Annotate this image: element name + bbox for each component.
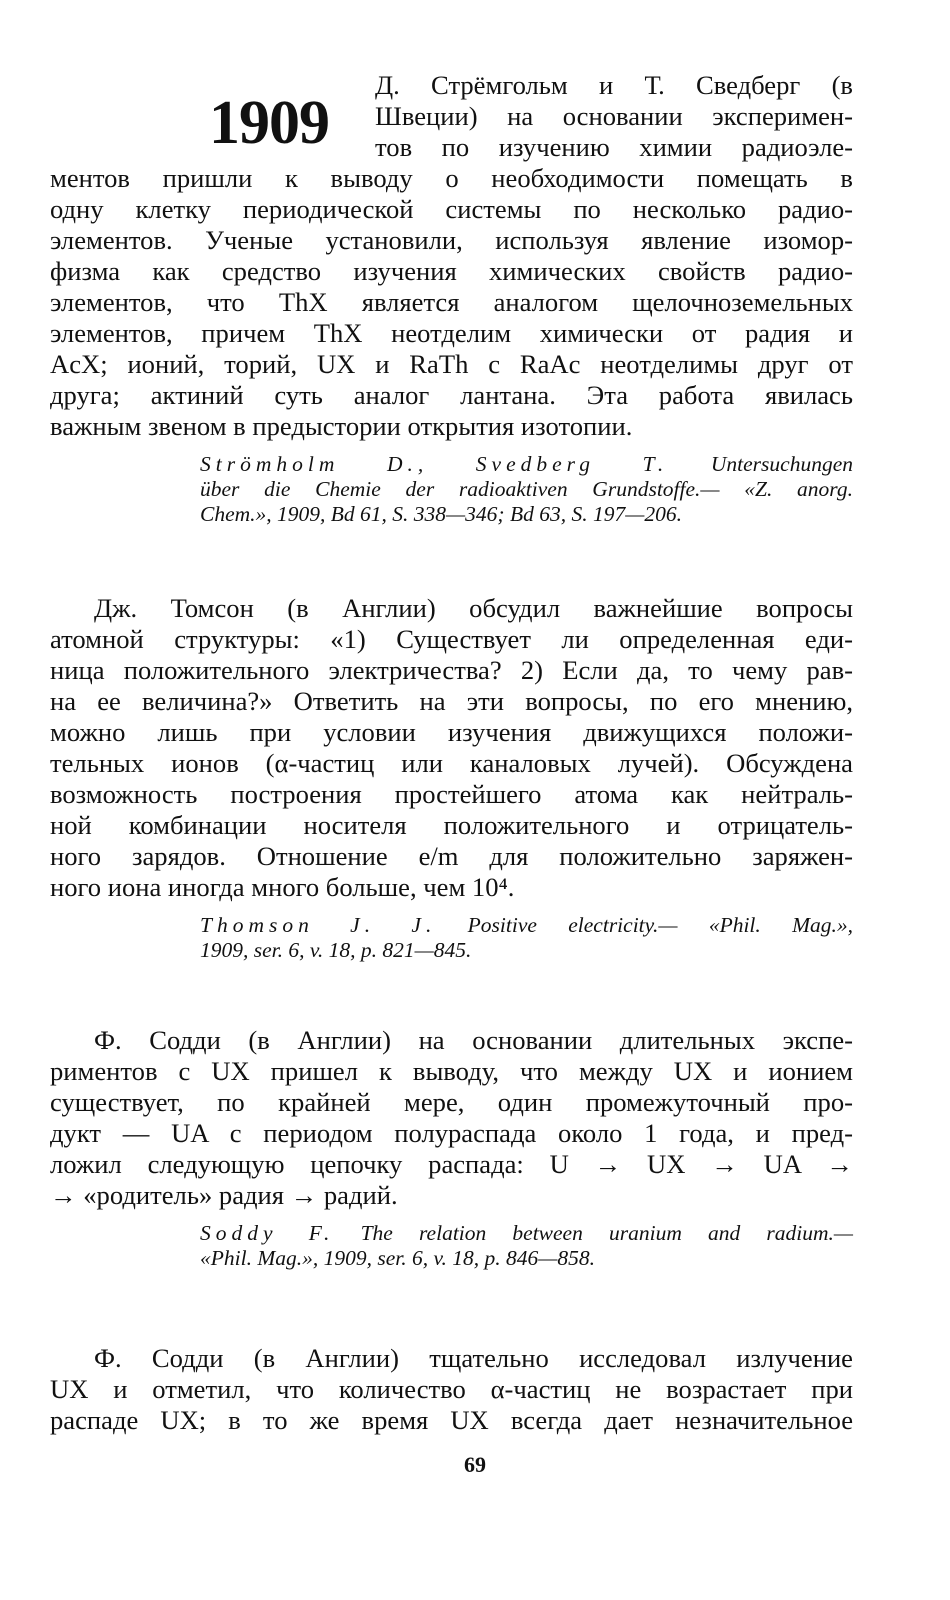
reference-citation bbox=[200, 452, 853, 527]
text-line: риментов с UX пришел к выводу, что между UX и ионием bbox=[50, 1056, 853, 1086]
entry-body bbox=[50, 163, 853, 442]
text-line: возможность построения простейшего атома как нейтраль- bbox=[50, 779, 853, 809]
text-line: атомной структуры: «1) Существует ли определенная еди- bbox=[50, 624, 853, 654]
entry-first-lines bbox=[375, 70, 853, 163]
entry-spacer bbox=[50, 527, 853, 593]
reference-author: Strömholm D., Svedberg T. bbox=[200, 452, 669, 476]
text-line: Дж. Томсон (в Англии) обсудил важнейшие вопросы bbox=[94, 593, 853, 623]
entry-body bbox=[50, 1025, 853, 1211]
entry-spacer bbox=[50, 1271, 853, 1343]
reference-line bbox=[200, 1221, 853, 1246]
text-line: UX и отметил, что количество α-частиц не возрастает при bbox=[50, 1374, 853, 1404]
text-line: ложил следующую цепочку распада: U → UX → UA → bbox=[50, 1149, 853, 1179]
reference-line bbox=[200, 913, 853, 938]
text-line: элементов. Ученые установили, используя явление изомор- bbox=[50, 225, 853, 255]
text-line: тов по изучению химии радиоэле- bbox=[375, 132, 853, 162]
entry-thomson bbox=[50, 593, 853, 963]
page-number: 69 bbox=[464, 1452, 486, 1477]
text-line: физма как средство изучения химических свойств радио- bbox=[50, 256, 853, 286]
reference-text: Untersuchungen bbox=[668, 452, 853, 476]
reference-text: Positive electricity.— «Phil. Mag.», bbox=[436, 913, 854, 937]
text-line: ной комбинации носителя положительного и отрицатель- bbox=[50, 810, 853, 840]
reference-line: «Phil. Mag.», 1909, ser. 6, v. 18, p. 846—858. bbox=[200, 1246, 595, 1270]
text-line: Ф. Содди (в Англии) на основании длительных экспе- bbox=[94, 1025, 853, 1055]
reference-citation bbox=[200, 913, 853, 963]
text-line: AcX; ионий, торий, UX и RaTh с RaAc неотделимы друг от bbox=[50, 349, 853, 379]
text-line: дукт — UA с периодом полураспада около 1 года, и пред- bbox=[50, 1118, 853, 1148]
entry-soddy-radiation bbox=[50, 1343, 853, 1436]
text-line: друга; актиний суть аналог лантана. Эта работа явилась bbox=[50, 380, 853, 410]
reference-line: über die Chemie der radioaktiven Grundstoffe.— «Z. anorg. bbox=[200, 477, 853, 501]
text-line: на ее величина?» Ответить на эти вопросы, по его мнению, bbox=[50, 686, 853, 716]
reference-citation bbox=[200, 1221, 853, 1271]
text-line: → «родитель» радия → радий. bbox=[50, 1180, 398, 1210]
entry-spacer bbox=[50, 963, 853, 1025]
reference-author: Thomson J. J. bbox=[200, 913, 437, 937]
text-line: распаде UX; в то же время UX всегда дает незначительное bbox=[50, 1405, 853, 1435]
text-line: важным звеном в предыстории открытия изотопии. bbox=[50, 411, 633, 441]
text-line: тельных ионов (α-частиц или каналовых лучей). Обсуждена bbox=[50, 748, 853, 778]
entry-soddy-chain bbox=[50, 1025, 853, 1271]
text-line: ного зарядов. Отношение e/m для положительно заряжен- bbox=[50, 841, 853, 871]
reference-line: 1909, ser. 6, v. 18, p. 821—845. bbox=[200, 938, 472, 962]
text-line: можно лишь при условии изучения движущихся положи- bbox=[50, 717, 853, 747]
text-line: элементов, причем ThX неотделим химически от радия и bbox=[50, 318, 853, 348]
year-block bbox=[50, 70, 853, 163]
page-content bbox=[50, 70, 853, 1436]
entry-body bbox=[50, 593, 853, 903]
reference-line bbox=[200, 452, 853, 477]
reference-author: Soddy F. bbox=[200, 1221, 335, 1245]
text-line: Ф. Содди (в Англии) тщательно исследовал излучение bbox=[94, 1343, 853, 1373]
text-line: ница положительного электричества? 2) Если да, то чему рав- bbox=[50, 655, 853, 685]
text-line: Д. Стрёмгольм и Т. Сведберг (в bbox=[375, 70, 853, 100]
entry-stromholm-svedberg bbox=[50, 70, 853, 527]
text-line: ментов пришли к выводу о необходимости помещать в bbox=[50, 163, 853, 193]
text-line: элементов, что ThX является аналогом щелочноземельных bbox=[50, 287, 853, 317]
text-line: Швеции) на основании эксперимен- bbox=[375, 101, 853, 131]
text-line: ного иона иногда много больше, чем 10⁴. bbox=[50, 872, 515, 902]
year-heading: 1909 bbox=[209, 89, 329, 157]
reference-line: Chem.», 1909, Bd 61, S. 338—346; Bd 63, S. 197—206. bbox=[200, 502, 682, 526]
text-line: существует, по крайней мере, один промежуточный про- bbox=[50, 1087, 853, 1117]
entry-body bbox=[50, 1343, 853, 1436]
reference-text: The relation between uranium and radium.— bbox=[334, 1221, 854, 1245]
text-line: одну клетку периодической системы по несколько радио- bbox=[50, 194, 853, 224]
